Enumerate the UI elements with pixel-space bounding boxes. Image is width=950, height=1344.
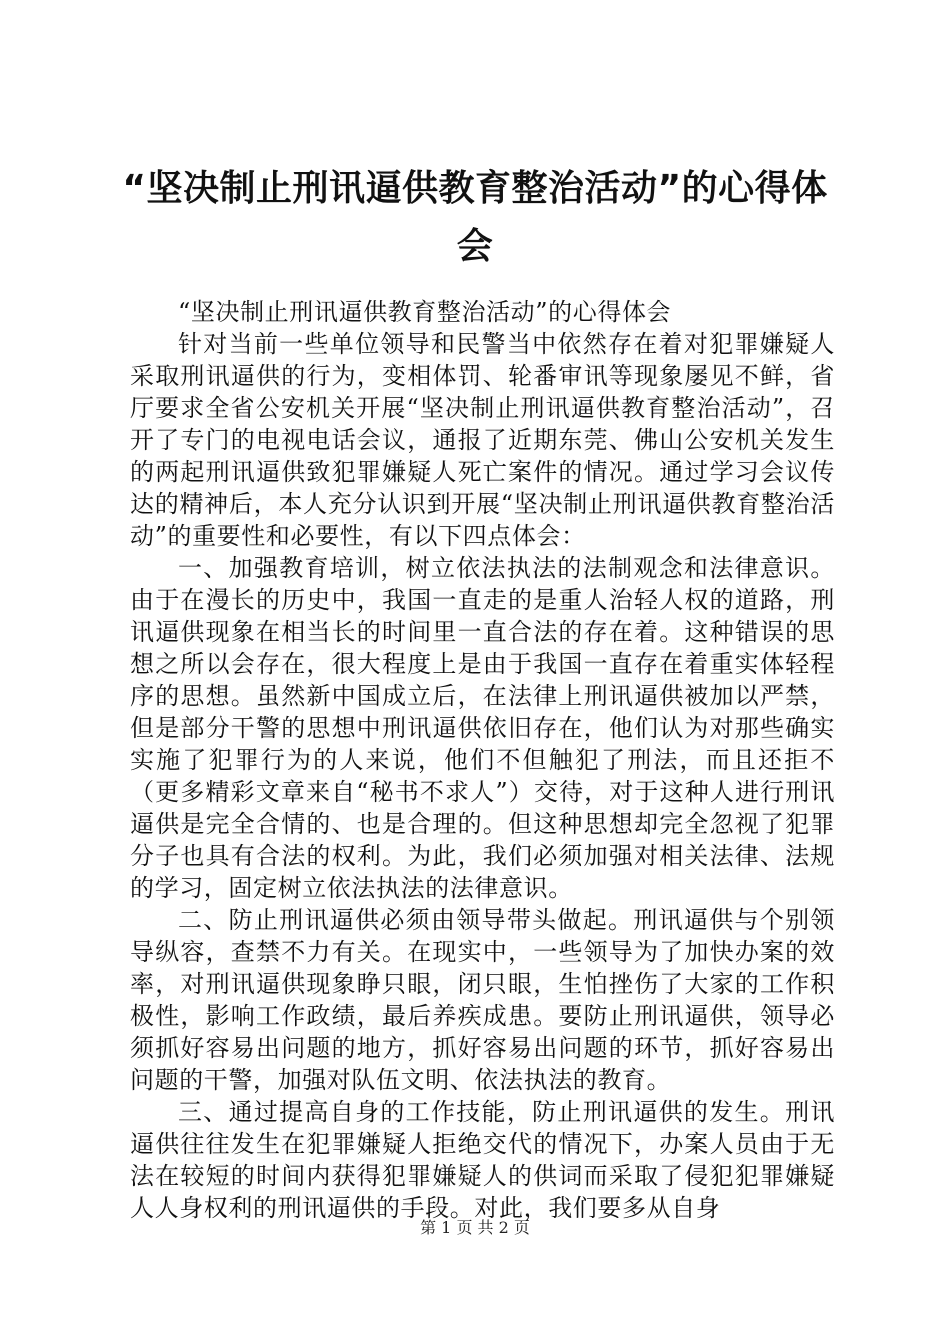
page-footer: 第 1 页 共 2 页 [420, 1218, 530, 1237]
intro-paragraph: 针对当前一些单位领导和民警当中依然存在着对犯罪嫌疑人采取刑讯逼供的行为，变相体罚、轮番审讯等现象屡见不鲜，省厅要求全省公安机关开展“坚决制止刑讯逼供教育整治活动”，召开了专门的电视电话会议，通报了近期东莞、佛山公安机关发生的两起刑讯逼供致犯罪嫌疑人死亡案件的情况。通过学习会议传达的精神后，本人充分认识到开展“坚决制止刑讯逼供教育整治活动”的重要性和必要性，有以下四点体会： [130, 330, 835, 550]
subtitle-paragraph: “坚决制止刑讯逼供教育整治活动”的心得体会 [178, 298, 672, 326]
point-two-paragraph: 二、防止刑讯逼供必须由领导带头做起。刑讯逼供与个别领导纵容，查禁不力有关。在现实中，一些领导为了加快办案的效率，对刑讯逼供现象睁只眼，闭只眼，生怕挫伤了大家的工作积极性，影响工作政绩，最后养疾成患。要防止刑讯逼供，领导必须抓好容易出问题的地方，抓好容易出问题的环节，抓好容易出问题的干警，加强对队伍文明、依法执法的教育。 [130, 906, 835, 1094]
point-one-paragraph: 一、加强教育培训，树立依法执法的法制观念和法律意识。由于在漫长的历史中，我国一直走的是重人治轻人权的道路，刑讯逼供现象在相当长的时间里一直合法的存在着。这种错误的思想之所以会存在，很大程度上是由于我国一直存在着重实体轻程序的思想。虽然新中国成立后，在法律上刑讯逼供被加以严禁，但是部分干警的思想中刑讯逼供依旧存在，他们认为对那些确实实施了犯罪行为的人来说，他们不但触犯了刑法，而且还拒不（更多精彩文章来自“秘书不求人”）交待，对于这种人进行刑讯逼供是完全合情的、也是合理的。但这种思想却完全忽视了犯罪分子也具有合法的权利。为此，我们必须加强对相关法律、法规的学习，固定树立依法执法的法律意识。 [130, 554, 835, 902]
document-body [130, 296, 835, 1224]
document-title: “坚决制止刑讯逼供教育整治活动”的心得体会 [122, 168, 828, 267]
point-three-paragraph: 三、通过提高自身的工作技能，防止刑讯逼供的发生。刑讯逼供往往发生在犯罪嫌疑人拒绝交代的情况下，办案人员由于无法在较短的时间内获得犯罪嫌疑人的供词而采取了侵犯犯罪嫌疑人人身权利的刑讯逼供的手段。对此，我们要多从自身 [130, 1098, 835, 1222]
